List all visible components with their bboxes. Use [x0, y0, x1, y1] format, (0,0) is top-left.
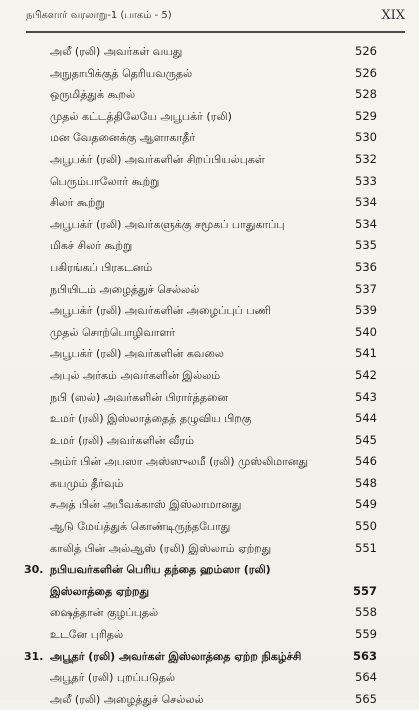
- entry-title: நபியிடம் அழைத்துச் செல்லல்: [50, 282, 200, 296]
- entry-title: உமர் (ரலி) இஸ்லாத்தைத் தழுவிய பிறகு: [50, 412, 252, 426]
- entry-page-number: 533: [355, 173, 377, 188]
- entry-page-number: 546: [355, 454, 377, 469]
- entry-title: ஷைத்தான் குழப்புதல்: [50, 606, 159, 620]
- entry-title: அபூபக்ர் (ரலி) அவர்களின் சிறப்பியல்புகள்: [50, 152, 265, 166]
- entry-title: பெரும்பாலோர் கூற்று: [50, 174, 160, 188]
- toc-entry: [0, 279, 419, 301]
- entry-title: மிகச் சிலர் கூற்று: [50, 239, 133, 253]
- running-title: நபிகளார் வரலாறு-1 (பாகம் - 5): [26, 10, 172, 21]
- toc-entry: [0, 516, 419, 538]
- entry-page-number: 532: [355, 151, 377, 166]
- entry-title: அபூதர் (ரலி) புறப்படுதல்: [50, 671, 176, 685]
- toc-entry: [0, 387, 419, 409]
- toc-entry: [0, 343, 419, 365]
- toc-entry: [0, 602, 419, 624]
- entry-title: முதல் சொற்பொழிவாளர்: [50, 325, 176, 339]
- entry-page-number: 544: [355, 411, 377, 426]
- entry-title: அலீ (ரலி) அழைத்துச் செல்லல்: [50, 692, 204, 706]
- toc-entry: [0, 689, 419, 710]
- toc-entry: [0, 667, 419, 689]
- entry-page-number: 526: [355, 44, 377, 58]
- entry-page-number: 539: [355, 303, 377, 318]
- toc-entry: [0, 235, 419, 257]
- entry-page-number: 541: [355, 346, 377, 361]
- entry-page-number: 526: [355, 65, 377, 80]
- section-number: 30.: [24, 563, 44, 577]
- toc-entry: [0, 408, 419, 430]
- entry-page-number: 564: [355, 670, 377, 685]
- toc-entry: [0, 214, 419, 236]
- header-rule: [26, 31, 405, 33]
- entry-page-number: 559: [355, 627, 377, 642]
- entry-page-number: 549: [355, 497, 377, 512]
- entry-title: ஒருமித்துக் கூறல்: [50, 88, 136, 102]
- toc-section-heading: [0, 559, 419, 581]
- entry-title: அபூபக்ர் (ரலி) அவர்களின் அழைப்புப் பணி: [50, 304, 271, 318]
- entry-title: அபூபக்ர் (ரலி) அவர்களின் கவலை: [50, 347, 224, 361]
- toc-entry: [0, 171, 419, 193]
- entry-page-number: 557: [352, 583, 377, 598]
- toc-entry: [0, 538, 419, 560]
- entry-page-number: 534: [355, 195, 377, 210]
- toc-entry: [0, 41, 419, 63]
- entry-page-number: 551: [355, 540, 377, 555]
- running-header: [26, 8, 405, 26]
- toc-entry: [0, 192, 419, 214]
- toc-entry: [0, 63, 419, 85]
- entry-title: நபியவர்களின் பெரிய தந்தை ஹம்ஸா (ரலி): [50, 563, 271, 577]
- entry-page-number: 540: [355, 324, 377, 339]
- toc-entry: [0, 322, 419, 344]
- toc-entry: [0, 451, 419, 473]
- entry-title: உடனே புரிதல்: [50, 628, 124, 642]
- entry-title: முதல் கட்டத்திலேயே அபூபக்ர் (ரலி): [50, 109, 232, 123]
- entry-title: கயமும் தீர்வும்: [50, 476, 124, 490]
- entry-page-number: 563: [352, 648, 377, 663]
- entry-title: அபூதர் (ரலி) அவர்கள் இஸ்லாத்தை ஏற்ற நிகழ்ச்சி: [50, 649, 302, 663]
- toc-section-heading: [0, 581, 419, 603]
- entry-title: அநுதாபிக்குத் தெரியவருதல்: [50, 66, 193, 80]
- entry-page-number: 530: [355, 130, 377, 145]
- entry-page-number: 529: [355, 108, 377, 123]
- entry-page-number: 535: [355, 238, 377, 253]
- entry-title: நபி (ஸல்) அவர்களின் பிரார்த்தனை: [50, 390, 229, 404]
- entry-title: காலித் பின் அல்ஆஸ் (ரலி) இஸ்லாம் ஏற்றது: [50, 541, 272, 555]
- toc-entry: [0, 257, 419, 279]
- entry-page-number: 542: [355, 367, 377, 382]
- toc-entry: [0, 473, 419, 495]
- entry-title: அலீ (ரலி) அவர்கள் வயது: [50, 45, 183, 58]
- entry-title: அபூபக்ர் (ரலி) அவர்களுக்கு சமூகப் பாதுகாப்பு: [50, 217, 285, 231]
- table-of-contents: [0, 41, 419, 710]
- entry-page-number: 528: [355, 87, 377, 102]
- entry-page-number: 534: [355, 216, 377, 231]
- entry-page-number: 536: [355, 259, 377, 274]
- entry-title: மன வேதனைக்கு ஆளாகாதீர்: [50, 131, 196, 145]
- toc-entry: [0, 84, 419, 106]
- toc-entry: [0, 300, 419, 322]
- entry-title: உமர் (ரலி) அவர்களின் வீரம்: [50, 433, 194, 447]
- page-number: XIX: [381, 8, 405, 23]
- entry-title: அபுல் அர்கம் அவர்களின் இல்லம்: [50, 368, 221, 382]
- toc-entry: [0, 624, 419, 646]
- entry-title: ஆடு மேய்த்துக் கொண்டிருந்தபோது: [50, 520, 231, 534]
- entry-page-number: 565: [355, 691, 377, 706]
- entry-page-number: 550: [355, 519, 377, 534]
- toc-entry: [0, 494, 419, 516]
- entry-title: இஸ்லாத்தை ஏற்றது: [50, 584, 150, 598]
- entry-page-number: 537: [355, 281, 377, 296]
- entry-title: பகிரங்கப் பிரகடனம்: [50, 260, 153, 274]
- entry-page-number: 548: [355, 475, 377, 490]
- entry-title: சிலர் கூற்று: [50, 196, 105, 210]
- toc-entry: [0, 365, 419, 387]
- toc-entry: [0, 430, 419, 452]
- entry-page-number: 545: [355, 432, 377, 447]
- toc-section-heading: [0, 646, 419, 668]
- toc-entry: [0, 127, 419, 149]
- entry-title: சஅத் பின் அபீவக்காஸ் இஸ்லாமானது: [50, 498, 242, 512]
- entry-title: அம்ர் பின் அபஸா அஸ்ஸுலமீ (ரலி) முஸ்லிமானது: [50, 455, 309, 469]
- toc-entry: [0, 106, 419, 128]
- section-number: 31.: [24, 649, 44, 663]
- toc-entry: [0, 149, 419, 171]
- entry-page-number: 543: [355, 389, 377, 404]
- entry-page-number: 558: [355, 605, 377, 620]
